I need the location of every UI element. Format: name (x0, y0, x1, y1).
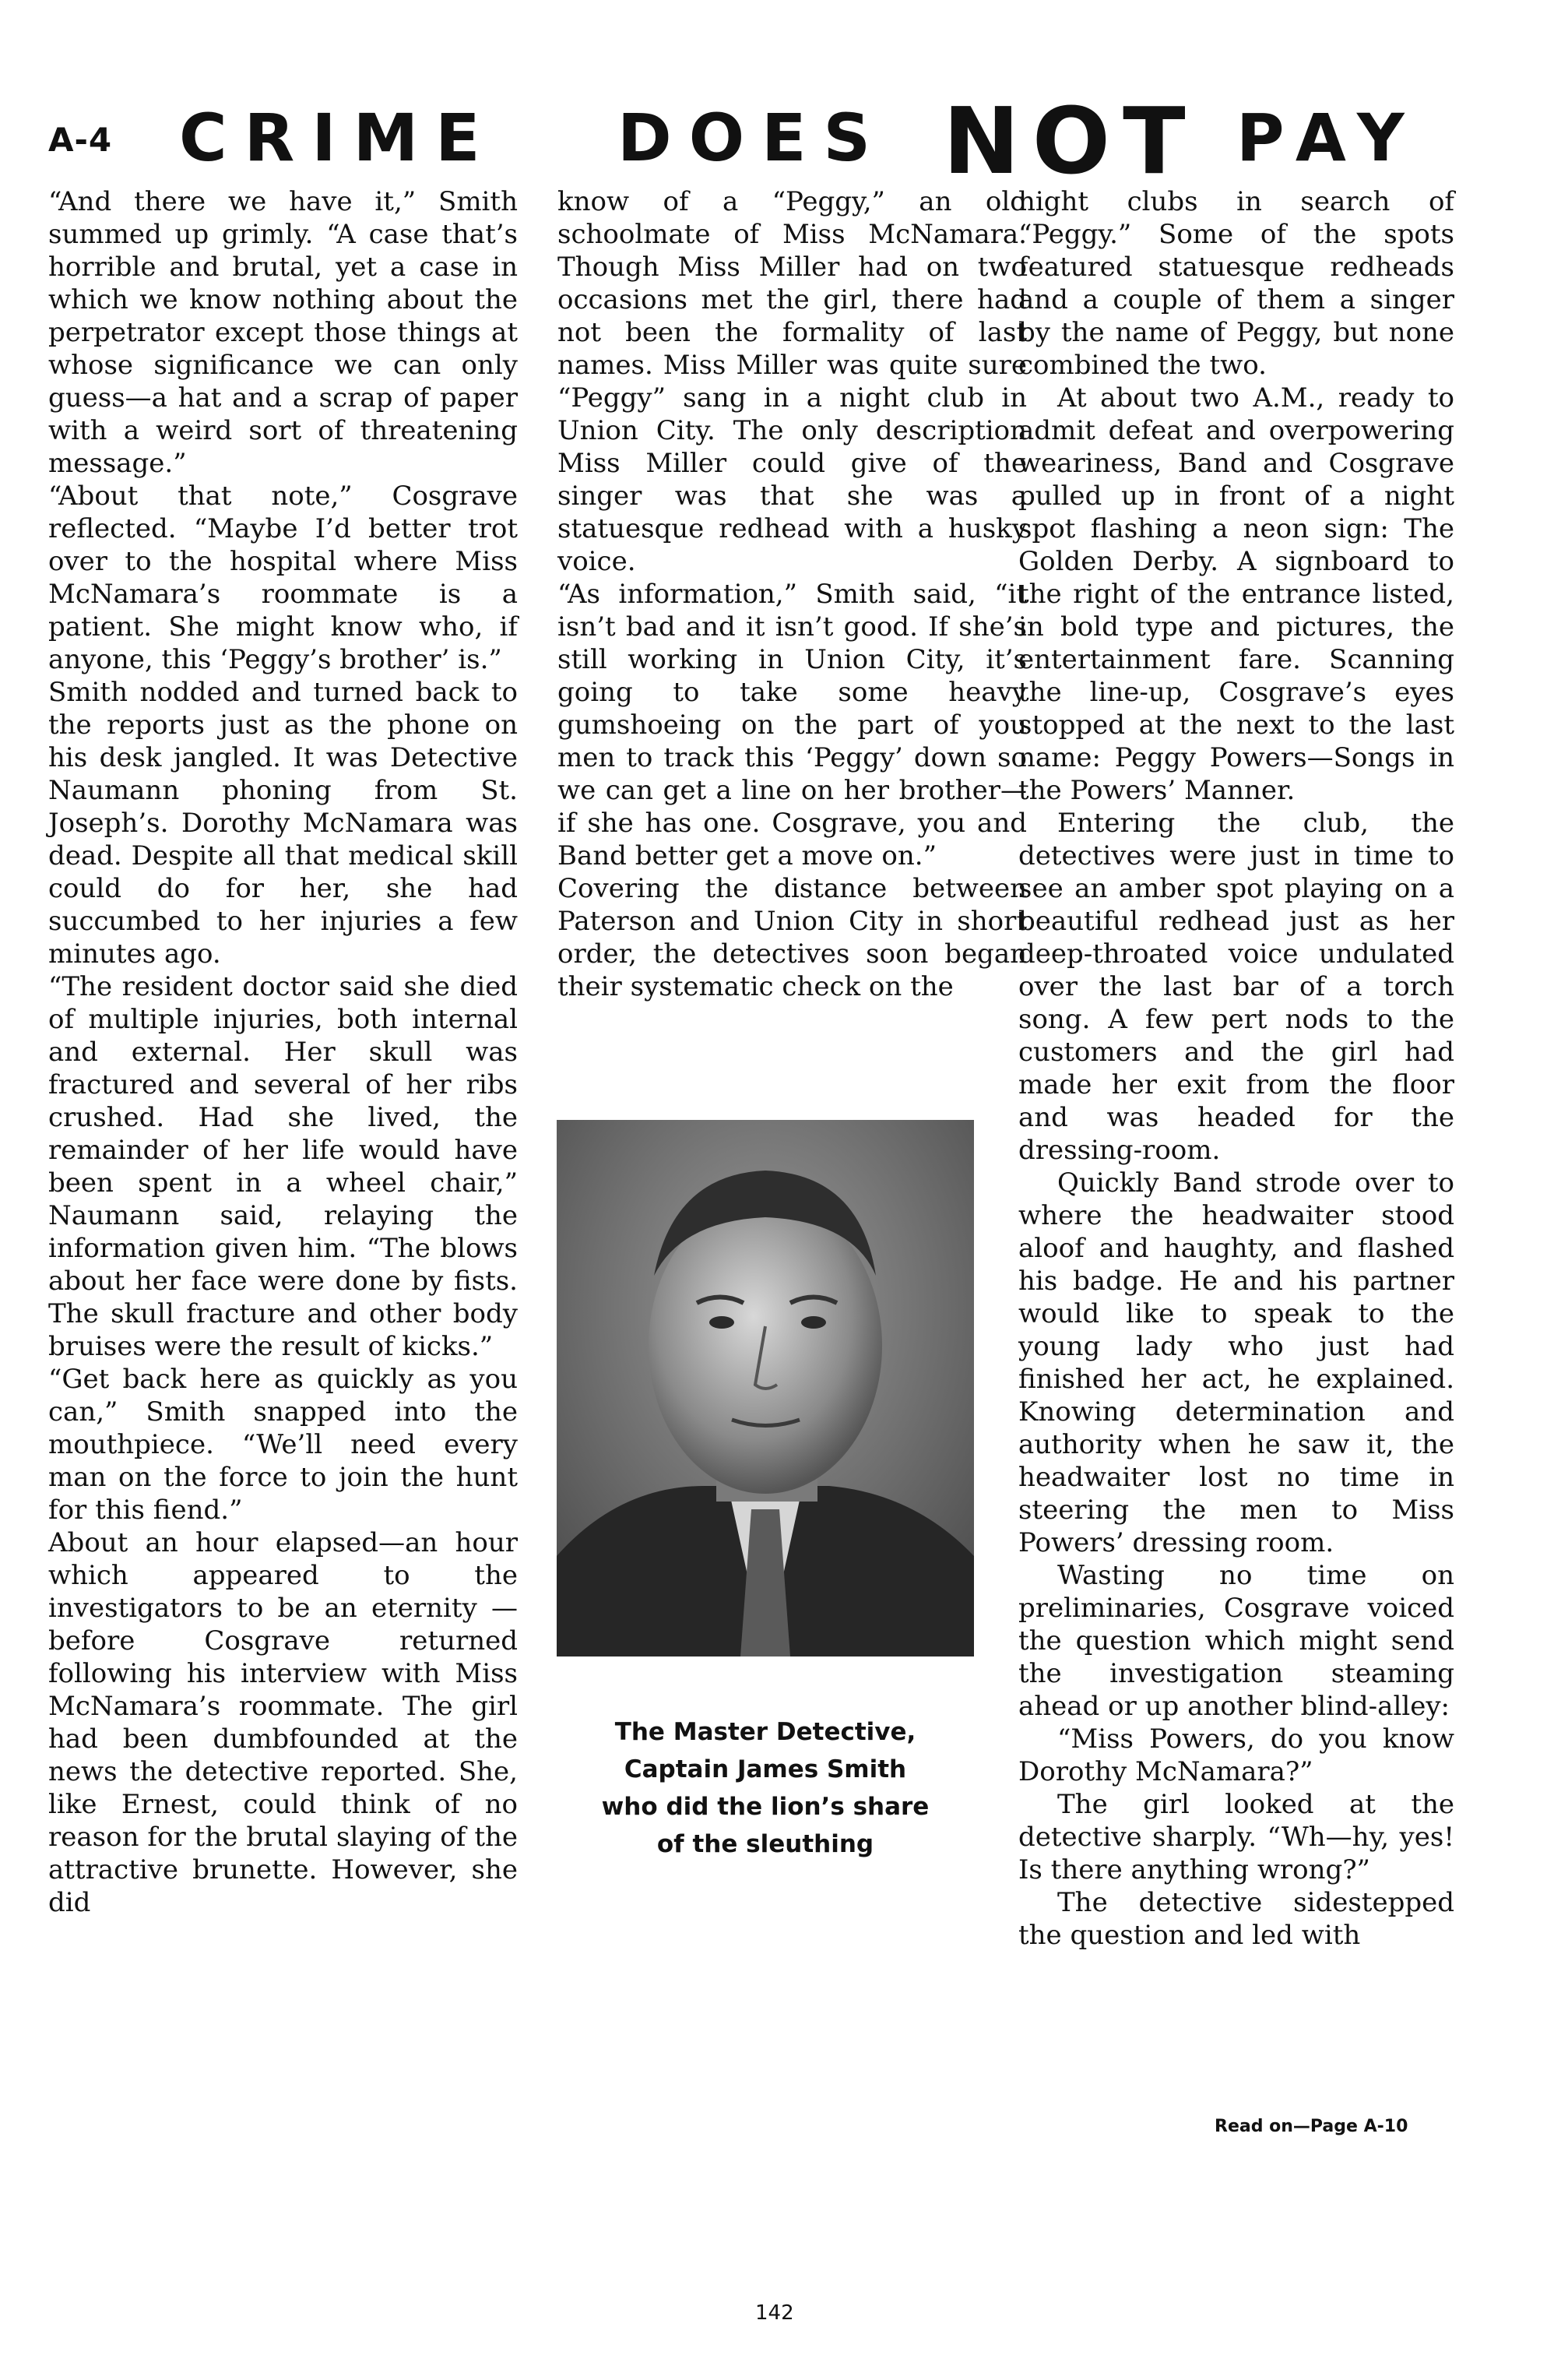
article-column-1 (48, 185, 518, 1919)
paragraph: “As information,” Smith said, “it isn’t bad and it isn’t good. If she’s still working in Union City, it’s going to take some heavy gumshoeing on the part of you men to track this ‘Peggy’ down so we can get a line on her brother—if she has one. Cosgrave, you and Band better get a move on.” (557, 579, 1027, 871)
paragraph: Entering the club, the detectives were just in time to see an amber spot playing on a beautiful redhead just as her deep-throated voice undulated over the last bar of a torch song. A few pert nods to the customers and the girl had made her exit from the floor and was headed for the dressing-room. (1018, 808, 1454, 1166)
photo-caption (559, 1713, 972, 1863)
paragraph: About an hour elapsed—an hour which appeared to the investigators to be an eternity — before Cosgrave returned following his interview with Miss McNamara’s roommate. The girl had been dumbfounded at the news the detective reported. She, like Ernest, could think of no reason for the brutal slaying of the attractive brunette. However, she did (48, 1527, 518, 1918)
paragraph: The detective sidestepped the question and led with (1018, 1887, 1454, 1951)
paragraph: “The resident doctor said she died of multiple injuries, both internal and external. Her skull was fractured and several of her ribs crushed. Had she lived, the remainder of her life would have been spent in a wheel chair,” Naumann said, relaying the information given him. “The blows about her face were done by fists. The skull fracture and other body bruises were the result of kicks.” (48, 971, 518, 1362)
caption-line: Captain James Smith (624, 1755, 907, 1783)
article-column-3 (1018, 185, 1454, 1952)
page-number: 142 (755, 2301, 794, 2325)
paragraph: At about two A.M., ready to admit defeat and overpowering weariness, Band and Cosgrave pulled up in front of a night spot flashing a neon sign: The Golden Derby. A signboard to the right of the entrance listed, in bold type and pictures, the entertainment fare. Scanning the line-up, Cosgrave’s eyes stopped at the next to the last name: Peggy Powers—Songs in the Powers’ Manner. (1018, 382, 1454, 806)
title-word-crime: CRIME (179, 100, 498, 176)
paragraph: know of a “Peggy,” an old schoolmate of Miss McNamara. Though Miss Miller had on two occasions met the girl, there had not been the formality of last names. Miss Miller was quite sure “Peggy” sang in a night club in Union City. The only description Miss Miller could give of the singer was that she was a statuesque redhead with a husky voice. (557, 186, 1027, 577)
portrait-photo (557, 1120, 974, 1656)
caption-line: who did the lion’s share (601, 1793, 930, 1821)
paragraph: Quickly Band strode over to where the headwaiter stood aloof and haughty, and flashed his badge. He and his partner would like to speak to the young lady who just had finished her act, he explained. Knowing determination and authority when he saw it, the headwaiter lost no time in steering the men to Miss Powers’ dressing room. (1018, 1167, 1454, 1558)
paragraph: “Miss Powers, do you know Dorothy McNamara?” (1018, 1723, 1454, 1787)
caption-line: The Master Detective, (614, 1718, 916, 1746)
article-column-2 (557, 185, 1027, 1003)
paragraph: “And there we have it,” Smith summed up grimly. “A case that’s horrible and brutal, yet a case in which we know nothing about the perpetrator except those things at whose significance we can only guess—a hat and a scrap of paper with a weird sort of threatening message.” (48, 186, 518, 479)
title-word-not: NOT (943, 87, 1198, 195)
paragraph: Smith nodded and turned back to the reports just as the phone on his desk jangled. It was Detective Naumann phoning from St. Joseph’s. Dorothy McNamara was dead. Despite all that medical skill could do for her, she had succumbed to her injuries a few minutes ago. (48, 677, 518, 970)
portrait-illustration (557, 1120, 974, 1656)
paragraph: The girl looked at the detective sharply. “Wh—hy, yes! Is there anything wrong?” (1018, 1789, 1454, 1885)
paragraph: “About that note,” Cosgrave reflected. “Maybe I’d better trot over to the hospital where Miss McNamara’s roommate is a patient. She might know who, if anyone, this ‘Peggy’s brother’ is.” (48, 481, 518, 675)
continued-on-link: Read on—Page A-10 (1215, 2117, 1408, 2136)
title-word-does: DOES (617, 100, 888, 176)
caption-line: of the sleuthing (656, 1830, 874, 1858)
title-word-pay: PAY (1236, 100, 1422, 176)
paragraph: Wasting no time on preliminaries, Cosgrave voiced the question which might send the investigation steaming ahead or up another blind-alley: (1018, 1560, 1454, 1722)
paragraph: “Get back here as quickly as you can,” Smith snapped into the mouthpiece. “We’ll need every man on the force to join the hunt for this fiend.” (48, 1364, 518, 1526)
page-code: A-4 (48, 121, 113, 159)
paragraph: Covering the distance between Paterson and Union City in short order, the detectives soon began their systematic check on the (557, 873, 1027, 1002)
paragraph: night clubs in search of “Peggy.” Some of the spots featured statuesque redheads and a couple of them a singer by the name of Peggy, but none combined the two. (1018, 186, 1454, 381)
